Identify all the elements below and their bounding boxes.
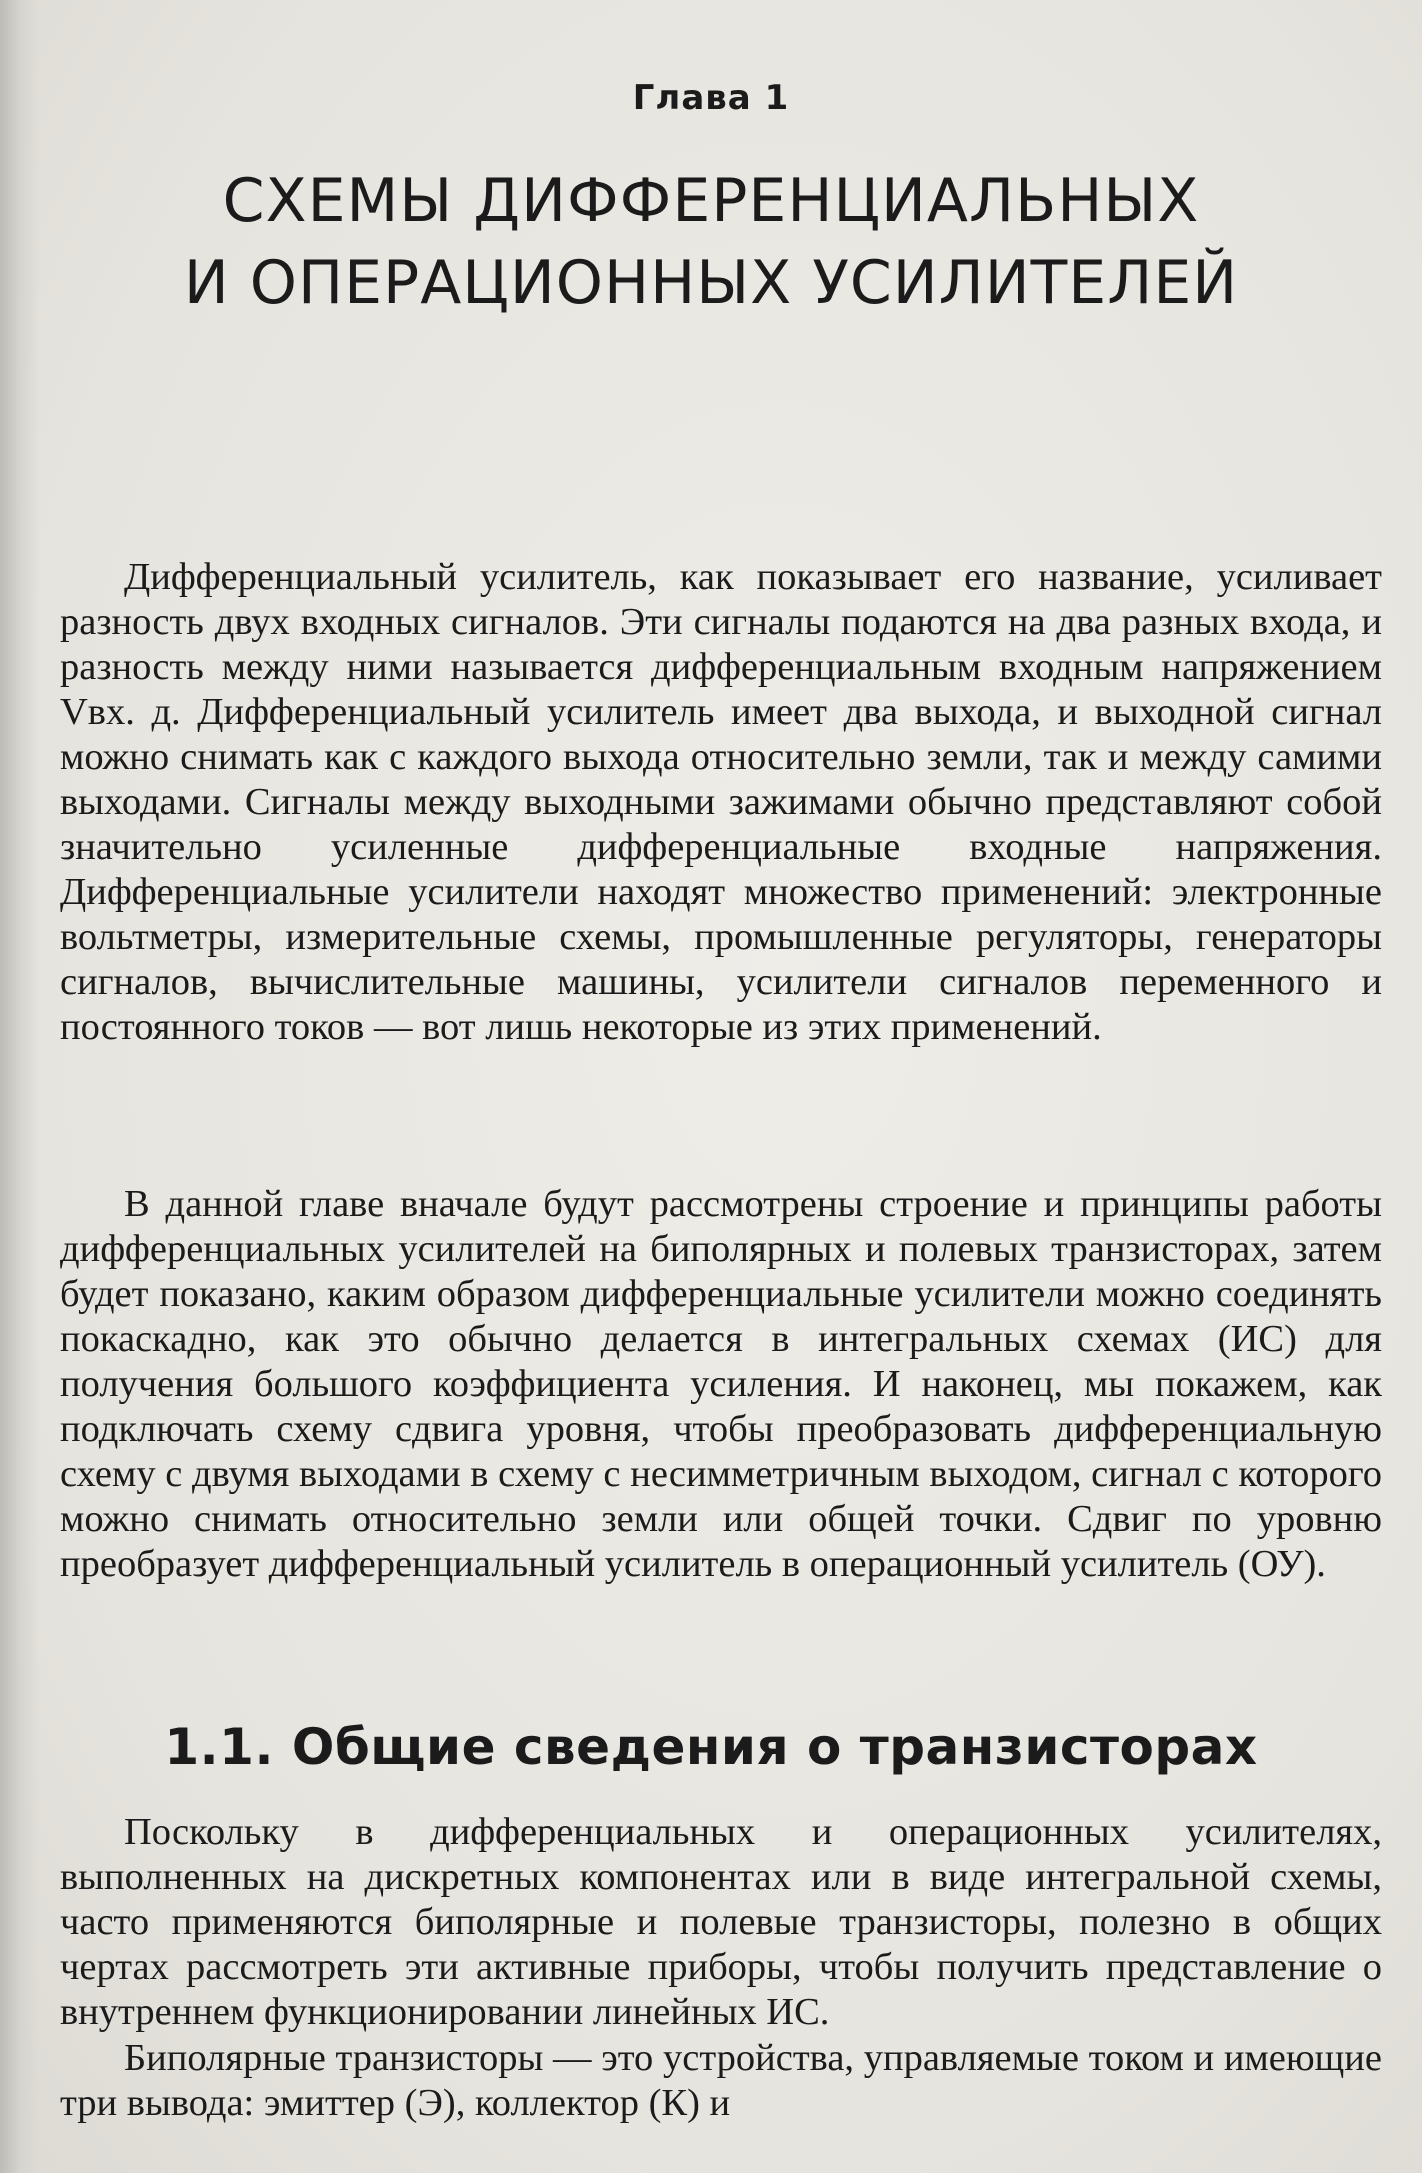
chapter-label: Глава 1 xyxy=(632,78,790,118)
intro-paragraph-1: Дифференциальный усилитель, как показывает его название, усиливает разность двух входных сигналов. Эти сигналы подаются на два разных входа, и разность между ними называется дифференциальным входным напряжением Vвх. д. Дифференциальный усилитель имеет два выхода, и выходной сигнал можно снимать как с каждого выхода относительно земли, так и между самими выходами. Сигналы между выходными зажимами обычно представляют собой значительно усиленные дифференциальные входные напряжения. Дифференциальные усилители находят множество применений: электронные вольтметры, измерительные схемы, промышленные регуляторы, генераторы сигналов, вычислительные машины, усилители сигналов переменного и постоянного токов — вот лишь некоторые из этих применений. xyxy=(60,556,1382,1048)
intro-paragraph-2: В данной главе вначале будут рассмотрены строение и принципы работы дифференциальных усилителей на биполярных и полевых транзисторах, затем будет показано, каким образом дифференциальные усилители можно соединять покаскадно, как это обычно делается в интегральных схемах (ИС) для получения большого коэффициента усиления. И наконец, мы покажем, как подключать схему сдвига уровня, чтобы преобразовать дифференциальную схему с двумя выходами в схему с несимметричным выходом, сигнал с которого можно снимать относительно земли или общей точки. Сдвиг по уровню преобразует дифференциальный усилитель в операционный усилитель (ОУ). xyxy=(60,1183,1382,1585)
section-heading: 1.1. Общие сведения о транзисторах xyxy=(164,1718,1258,1776)
section-paragraph-2: Биполярные транзисторы — это устройства, управляемые током и имеющие три вывода: эмиттер (Э), коллектор (К) и xyxy=(60,2037,1382,2124)
chapter-title-line-2: И ОПЕРАЦИОННЫХ УСИЛИТЕЛЕЙ xyxy=(183,248,1239,318)
chapter-title xyxy=(0,160,1422,324)
section-paragraph-1: Поскольку в дифференциальных и операционных усилителях, выполненных на дискретных компонентах или в виде интегральной схемы, часто применяются биполярные и полевые транзисторы, полезно в общих чертах рассмотреть эти активные приборы, чтобы получить представление о внутреннем функционировании линейных ИС. xyxy=(60,1811,1382,2033)
section-paragraph-1-block xyxy=(60,1810,1382,2035)
intro-paragraph-1-block xyxy=(60,555,1382,1050)
page-gutter-shadow xyxy=(0,0,40,2173)
section-paragraph-2-block xyxy=(60,2036,1382,2126)
intro-paragraph-2-block xyxy=(60,1182,1382,1587)
chapter-title-line-1: СХЕМЫ ДИФФЕРЕНЦИАЛЬНЫХ xyxy=(222,166,1200,236)
